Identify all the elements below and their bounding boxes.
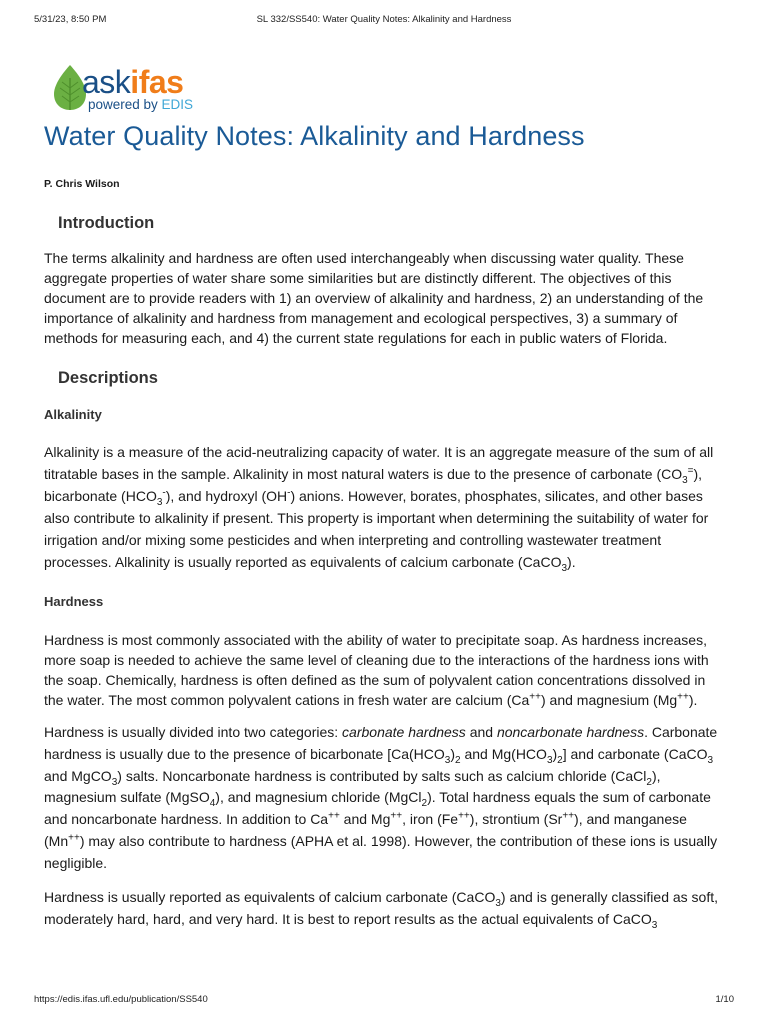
intro-paragraph: The terms alkalinity and hardness are often used interchangeably when discussing water quality. These aggregate properties of water share some similarities but are distinctly different. The objectives of this document are to provide readers with 1) an overview of alkalinity and hardness, 2) an understanding of the importance of alkalinity and hardness from management and ecological perspectives, 3) a summary of methods for measuring each, and 4) the current state regulations for each in public waters of Florida. xyxy=(44,250,704,347)
hardness-paragraph-1: Hardness is most commonly associated with the ability of water to precipitate soap. As hardness increases, more soap is needed to achieve the same level of cleaning due to the interactions of the hardness ions with the soap. Chemically, hardness is often defined as the sum of polyvalent cation concentrations dissolved in the water. The most common polyvalent cations in fresh water are calcium (Ca++) and magnesium (Mg++). xyxy=(44,631,709,709)
print-footer xyxy=(0,994,768,1010)
hardness-paragraph-2: Hardness is usually divided into two categories: carbonate hardness and noncarbonate hardness. Carbonate hardness is usually due to the presence of bicarbonate [$Ca(HCO_3)_2$ and $Mg(HCO_3)_2$] and carbonate (CaCO$_3$ and MgCO$_3$) salts. Noncarbonate hardness is contributed by salts such as calcium chloride (CaCl$_2$), magnesium sulfate (MgSO$_4$), and magnesium chloride (MgCl$_2$). Total hardness equals the sum of carbonate and noncarbonate hardness. In addition to Ca++ and Mg++, iron (Fe++), strontium (Sr++), and manganese (Mn++) may also contribute to hardness (APHA et al. 1998). However, the contribution of these ions is usually negligible. xyxy=(44,724,718,871)
print-url[interactable]: https://edis.ifas.ufl.edu/publication/SS540 xyxy=(34,994,208,1005)
logo-wordmark: askifas xyxy=(82,64,184,100)
heading-descriptions: Descriptions xyxy=(58,369,158,388)
hardness-paragraph-3: Hardness is usually reported as equivalents of calcium carbonate (CaCO$_3$) and is generally classified as soft, moderately hard, hard, and very hard. It is best to report results as the actual equivalents of CaCO$_3$ xyxy=(44,889,719,931)
heading-hardness: Hardness xyxy=(44,593,104,609)
heading-alkalinity: Alkalinity xyxy=(44,407,102,423)
alkalinity-paragraph: Alkalinity is a measure of the acid-neutralizing capacity of water. It is an aggregate measure of the sum of all titratable bases in the sample. Alkalinity in most natural waters is due to the presence of carbonate $(CO_3^=)$, bicarbonate $(HCO_3^-)$, and hydroxyl (OH-) anions. However, borates, phosphates, silicates, and other bases also contribute to alkalinity if present. This property is important when determining the suitability of water for irrigation and/or mixing some pesticides and when interpreting and controlling wastewater treatment processes. Alkalinity is usually reported as equivalents of calcium carbonate (CaCO$_3$). xyxy=(44,444,714,574)
heading-introduction: Introduction xyxy=(58,214,155,232)
page-title: Water Quality Notes: Alkalinity and Hardness xyxy=(44,121,585,151)
print-page-number: 1/10 xyxy=(715,994,734,1005)
print-header xyxy=(0,14,768,30)
author-name: P. Chris Wilson xyxy=(44,178,120,190)
print-timestamp: 5/31/23, 8:50 PM xyxy=(34,14,107,25)
print-page-title: SL 332/SS540: Water Quality Notes: Alkalinity and Hardness xyxy=(256,14,512,25)
logo-powered-by: powered by EDIS xyxy=(88,97,194,112)
article xyxy=(44,118,728,930)
askifas-logo[interactable] xyxy=(52,64,212,114)
